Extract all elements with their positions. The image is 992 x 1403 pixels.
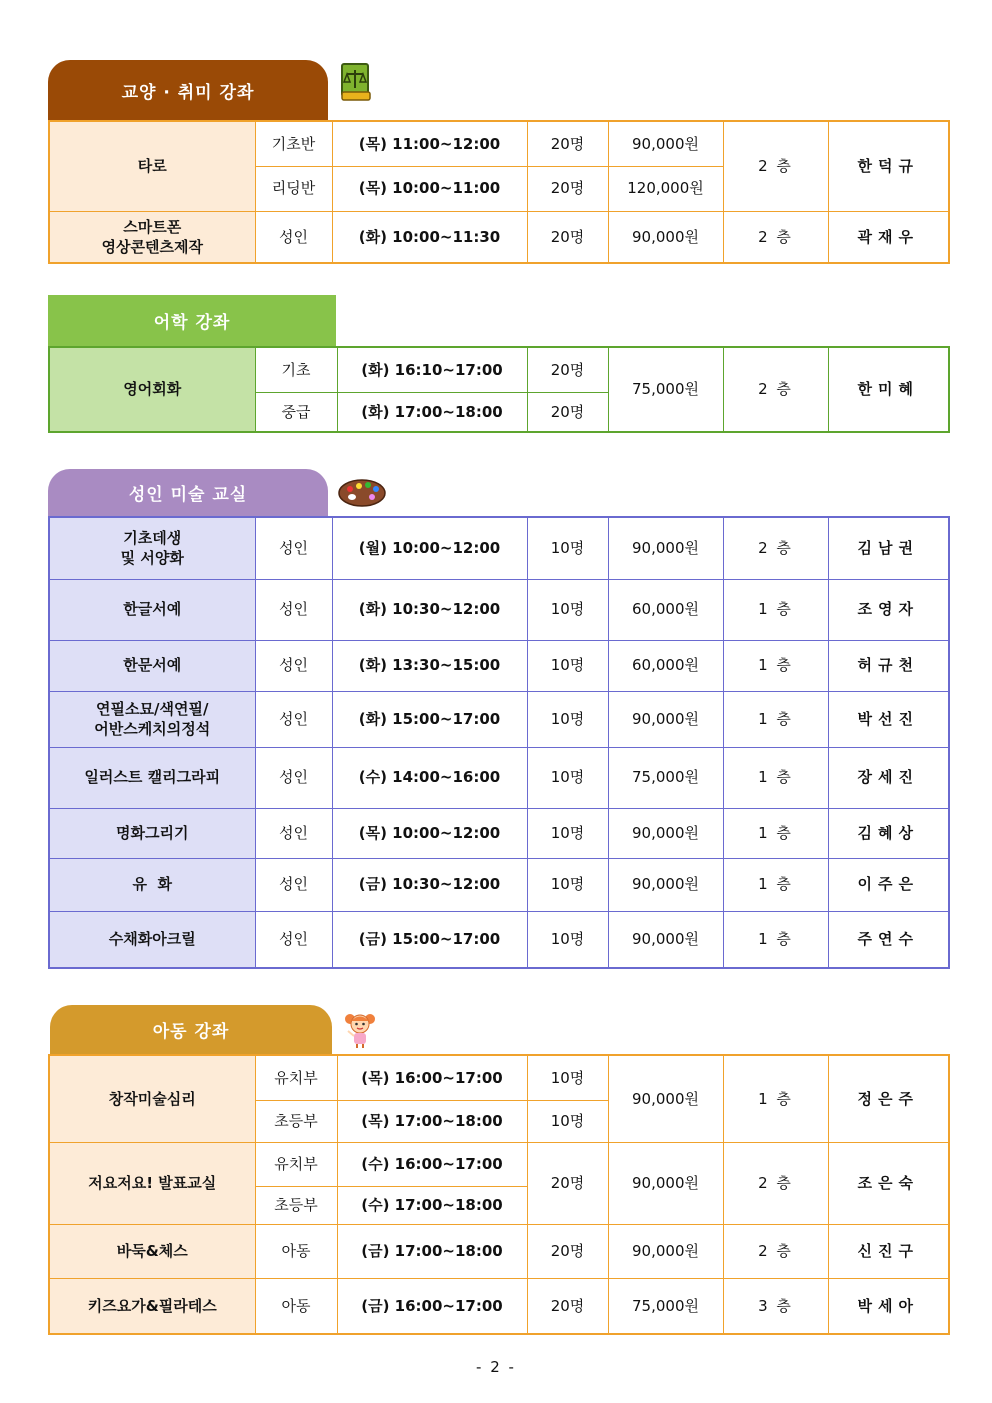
course-fee: 60,000원	[608, 579, 723, 640]
course-floor: 1 층	[723, 911, 828, 968]
course-teacher: 한덕규	[828, 121, 949, 211]
course-table	[48, 1054, 950, 1335]
course-level: 아동	[255, 1278, 337, 1334]
course-capacity: 20명	[527, 1278, 608, 1334]
course-time: (화) 17:00~18:00	[337, 392, 527, 432]
course-floor: 2 층	[723, 211, 828, 263]
course-name: 스마트폰 영상콘텐츠제작	[49, 211, 255, 263]
course-capacity: 20명	[527, 1142, 608, 1224]
table-row	[49, 579, 949, 640]
course-floor: 3 층	[723, 1278, 828, 1334]
course-level: 성인	[255, 858, 332, 911]
table-row	[49, 691, 949, 747]
course-level: 유치부	[255, 1142, 337, 1186]
course-floor: 2 층	[723, 121, 828, 211]
course-level: 유치부	[255, 1055, 337, 1100]
course-name: 기초데생 및 서양화	[49, 517, 255, 579]
course-capacity: 10명	[527, 579, 608, 640]
course-level: 기초반	[255, 121, 332, 166]
course-floor: 2 층	[723, 347, 828, 432]
course-name: 명화그리기	[49, 808, 255, 858]
course-time: (화) 10:00~11:30	[332, 211, 527, 263]
table-row	[49, 347, 949, 392]
course-name: 한글서예	[49, 579, 255, 640]
course-time: (월) 10:00~12:00	[332, 517, 527, 579]
course-fee: 90,000원	[608, 517, 723, 579]
course-teacher: 곽재우	[828, 211, 949, 263]
course-capacity: 20명	[527, 211, 608, 263]
palette-icon	[338, 477, 388, 513]
section-title-tab	[50, 1005, 332, 1054]
course-fee: 75,000원	[608, 747, 723, 808]
section-title: 어학 강좌	[153, 313, 231, 333]
course-fee: 90,000원	[608, 1055, 723, 1142]
course-capacity: 20명	[527, 347, 608, 392]
section-title: 교양 · 취미 강좌	[121, 82, 255, 103]
course-capacity: 10명	[527, 691, 608, 747]
course-floor: 1 층	[723, 579, 828, 640]
course-floor: 2 층	[723, 517, 828, 579]
course-capacity: 10명	[527, 1055, 608, 1100]
course-name: 저요저요! 발표교실	[49, 1142, 255, 1224]
course-name: 수채화아크릴	[49, 911, 255, 968]
course-name: 유 화	[49, 858, 255, 911]
course-teacher: 박세아	[828, 1278, 949, 1334]
section-title-tab	[48, 60, 328, 120]
course-teacher: 정은주	[828, 1055, 949, 1142]
course-capacity: 20명	[527, 166, 608, 211]
table-row	[49, 858, 949, 911]
course-floor: 1 층	[723, 640, 828, 691]
table-row	[49, 121, 949, 166]
book-icon	[340, 62, 372, 106]
course-name: 일러스트 캘리그라피	[49, 747, 255, 808]
course-floor: 2 층	[723, 1142, 828, 1224]
course-fee: 75,000원	[608, 347, 723, 432]
course-time: (화) 10:30~12:00	[332, 579, 527, 640]
course-capacity: 10명	[527, 858, 608, 911]
course-fee: 90,000원	[608, 691, 723, 747]
course-level: 중급	[255, 392, 337, 432]
course-capacity: 20명	[527, 392, 608, 432]
course-name: 한문서예	[49, 640, 255, 691]
course-teacher: 조은숙	[828, 1142, 949, 1224]
course-capacity: 10명	[527, 747, 608, 808]
course-level: 리딩반	[255, 166, 332, 211]
course-teacher: 박선진	[828, 691, 949, 747]
table-row	[49, 517, 949, 579]
section-title-tab	[48, 295, 336, 346]
course-time: (목) 16:00~17:00	[337, 1055, 527, 1100]
course-fee: 60,000원	[608, 640, 723, 691]
course-level: 성인	[255, 691, 332, 747]
section-title-tab	[48, 469, 328, 516]
course-level: 기초	[255, 347, 337, 392]
course-name: 창작미술심리	[49, 1055, 255, 1142]
course-fee: 90,000원	[608, 858, 723, 911]
course-name: 타로	[49, 121, 255, 211]
course-level: 성인	[255, 517, 332, 579]
course-teacher: 주연수	[828, 911, 949, 968]
course-name: 연필소묘/색연필/ 어반스케치의정석	[49, 691, 255, 747]
course-capacity: 20명	[527, 121, 608, 166]
course-capacity: 10명	[527, 911, 608, 968]
course-level: 성인	[255, 808, 332, 858]
course-floor: 2 층	[723, 1224, 828, 1278]
table-row	[49, 747, 949, 808]
course-teacher: 김남권	[828, 517, 949, 579]
course-floor: 1 층	[723, 808, 828, 858]
table-row	[49, 640, 949, 691]
course-fee: 90,000원	[608, 911, 723, 968]
course-time: (금) 17:00~18:00	[337, 1224, 527, 1278]
course-time: (화) 16:10~17:00	[337, 347, 527, 392]
course-time: (화) 15:00~17:00	[332, 691, 527, 747]
course-capacity: 10명	[527, 517, 608, 579]
course-fee: 75,000원	[608, 1278, 723, 1334]
table-row	[49, 1055, 949, 1100]
course-teacher: 신진구	[828, 1224, 949, 1278]
child-character-icon	[344, 1011, 376, 1053]
course-fee: 90,000원	[608, 1142, 723, 1224]
course-time: (금) 15:00~17:00	[332, 911, 527, 968]
course-time: (금) 10:30~12:00	[332, 858, 527, 911]
section-title: 아동 강좌	[152, 1022, 230, 1042]
course-capacity: 10명	[527, 640, 608, 691]
table-row	[49, 211, 949, 263]
course-table	[48, 516, 950, 969]
page-number: - 2 -	[476, 1358, 516, 1376]
course-level: 초등부	[255, 1100, 337, 1142]
course-name: 키즈요가&필라테스	[49, 1278, 255, 1334]
course-floor: 1 층	[723, 691, 828, 747]
table-row	[49, 808, 949, 858]
course-level: 초등부	[255, 1186, 337, 1224]
table-row	[49, 911, 949, 968]
course-teacher: 조영자	[828, 579, 949, 640]
course-level: 성인	[255, 911, 332, 968]
course-table	[48, 120, 950, 264]
course-name: 바둑&체스	[49, 1224, 255, 1278]
course-floor: 1 층	[723, 747, 828, 808]
course-time: (목) 11:00~12:00	[332, 121, 527, 166]
course-level: 성인	[255, 747, 332, 808]
course-level: 성인	[255, 579, 332, 640]
course-floor: 1 층	[723, 1055, 828, 1142]
course-capacity: 20명	[527, 1224, 608, 1278]
course-teacher: 이주은	[828, 858, 949, 911]
section-title: 성인 미술 교실	[128, 485, 248, 505]
course-fee: 90,000원	[608, 211, 723, 263]
course-time: (수) 17:00~18:00	[337, 1186, 527, 1224]
course-teacher: 김혜상	[828, 808, 949, 858]
course-name: 영어회화	[49, 347, 255, 432]
course-time: (수) 14:00~16:00	[332, 747, 527, 808]
course-time: (목) 10:00~12:00	[332, 808, 527, 858]
table-row	[49, 1142, 949, 1186]
course-time: (목) 17:00~18:00	[337, 1100, 527, 1142]
course-fee: 120,000원	[608, 166, 723, 211]
course-teacher: 허규천	[828, 640, 949, 691]
course-fee: 90,000원	[608, 1224, 723, 1278]
course-capacity: 10명	[527, 808, 608, 858]
course-time: (수) 16:00~17:00	[337, 1142, 527, 1186]
course-table	[48, 346, 950, 433]
course-capacity: 10명	[527, 1100, 608, 1142]
course-level: 성인	[255, 640, 332, 691]
course-teacher: 한미혜	[828, 347, 949, 432]
course-time: (화) 13:30~15:00	[332, 640, 527, 691]
table-row	[49, 1278, 949, 1334]
course-fee: 90,000원	[608, 808, 723, 858]
course-time: (목) 10:00~11:00	[332, 166, 527, 211]
course-floor: 1 층	[723, 858, 828, 911]
course-level: 성인	[255, 211, 332, 263]
table-row	[49, 1224, 949, 1278]
course-fee: 90,000원	[608, 121, 723, 166]
course-teacher: 장세진	[828, 747, 949, 808]
course-time: (금) 16:00~17:00	[337, 1278, 527, 1334]
course-level: 아동	[255, 1224, 337, 1278]
